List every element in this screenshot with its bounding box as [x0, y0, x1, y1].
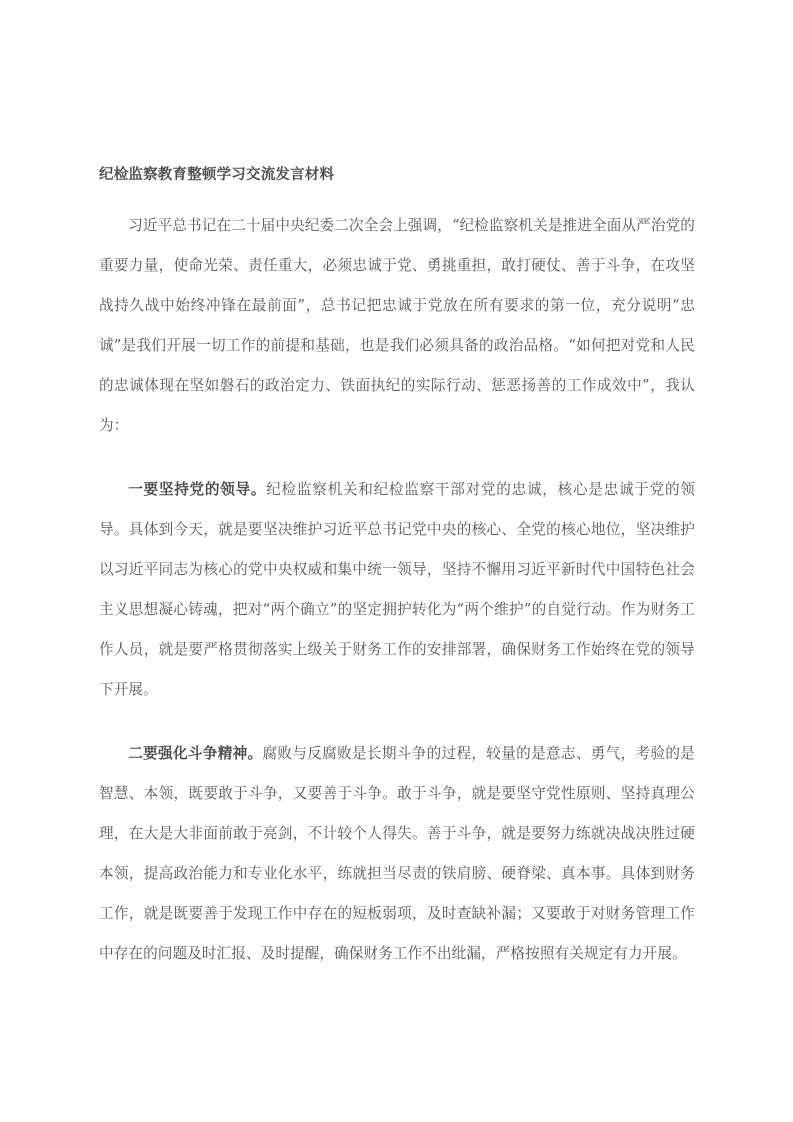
document-body [99, 160, 695, 974]
paragraph-intro [99, 206, 695, 446]
paragraph-point-two-text: 腐败与反腐败是长期斗争的过程，较量的是意志、勇气，考验的是智慧、本领，既要敢于斗争，又要善于斗争。敢于斗争，就是要坚守党性原则、坚持真理公理，在大是大非面前敢于亮剑，不计较个人得失。善于斗争，就是要努力练就决战决胜过硬本领，提高政治能力和专业化水平，练就担当尽责的铁肩膀、硬脊梁、真本事。具体到财务工作，就是既要善于发现工作中存在的短板弱项，及时查缺补漏；又要敢于对财务管理工作中存在的问题及时汇报、及时提醒，确保财务工作不出纰漏，严格按照有关规定有力开展。 [99, 745, 695, 962]
paragraph-spacer [99, 452, 695, 470]
paragraph-point-two-lead: 二要强化斗争精神。 [128, 745, 263, 762]
paragraph-point-one-lead: 一要坚持党的领导。 [128, 481, 267, 498]
paragraph-point-two [99, 734, 695, 974]
paragraph-point-one [99, 470, 695, 710]
paragraph-point-one-text: 纪检监察机关和纪检监察干部对党的忠诚，核心是忠诚于党的领导。具体到今天，就是要坚决维护习近平总书记党中央的核心、全党的核心地位，坚决维护以习近平同志为核心的党中央权威和集中统一领导，坚持不懈用习近平新时代中国特色社会主义思想凝心铸魂，把对“两个确立”的坚定拥护转化为“两个维护”的自觉行动。作为财务工作人员，就是要严格贯彻落实上级关于财务工作的安排部署，确保财务工作始终在党的领导下开展。 [99, 481, 695, 698]
paragraph-intro-text: 习近平总书记在二十届中央纪委二次全会上强调，“纪检监察机关是推进全面从严治党的重要力量，使命光荣、责任重大，必须忠诚于党、勇挑重担，敢打硬仗、善于斗争，在攻坚战持久战中始终冲锋在最前面”，总书记把忠诚于党放在所有要求的第一位，充分说明“忠诚”是我们开展一切工作的前提和基础，也是我们必须具备的政治品格。“如何把对党和人民的忠诚体现在坚如磐石的政治定力、铁面执纪的实际行动、惩恶扬善的工作成效中”，我认为： [99, 217, 695, 434]
paragraph-spacer [99, 716, 695, 734]
page-title: 纪检监察教育整顿学习交流发言材料 [99, 167, 335, 183]
